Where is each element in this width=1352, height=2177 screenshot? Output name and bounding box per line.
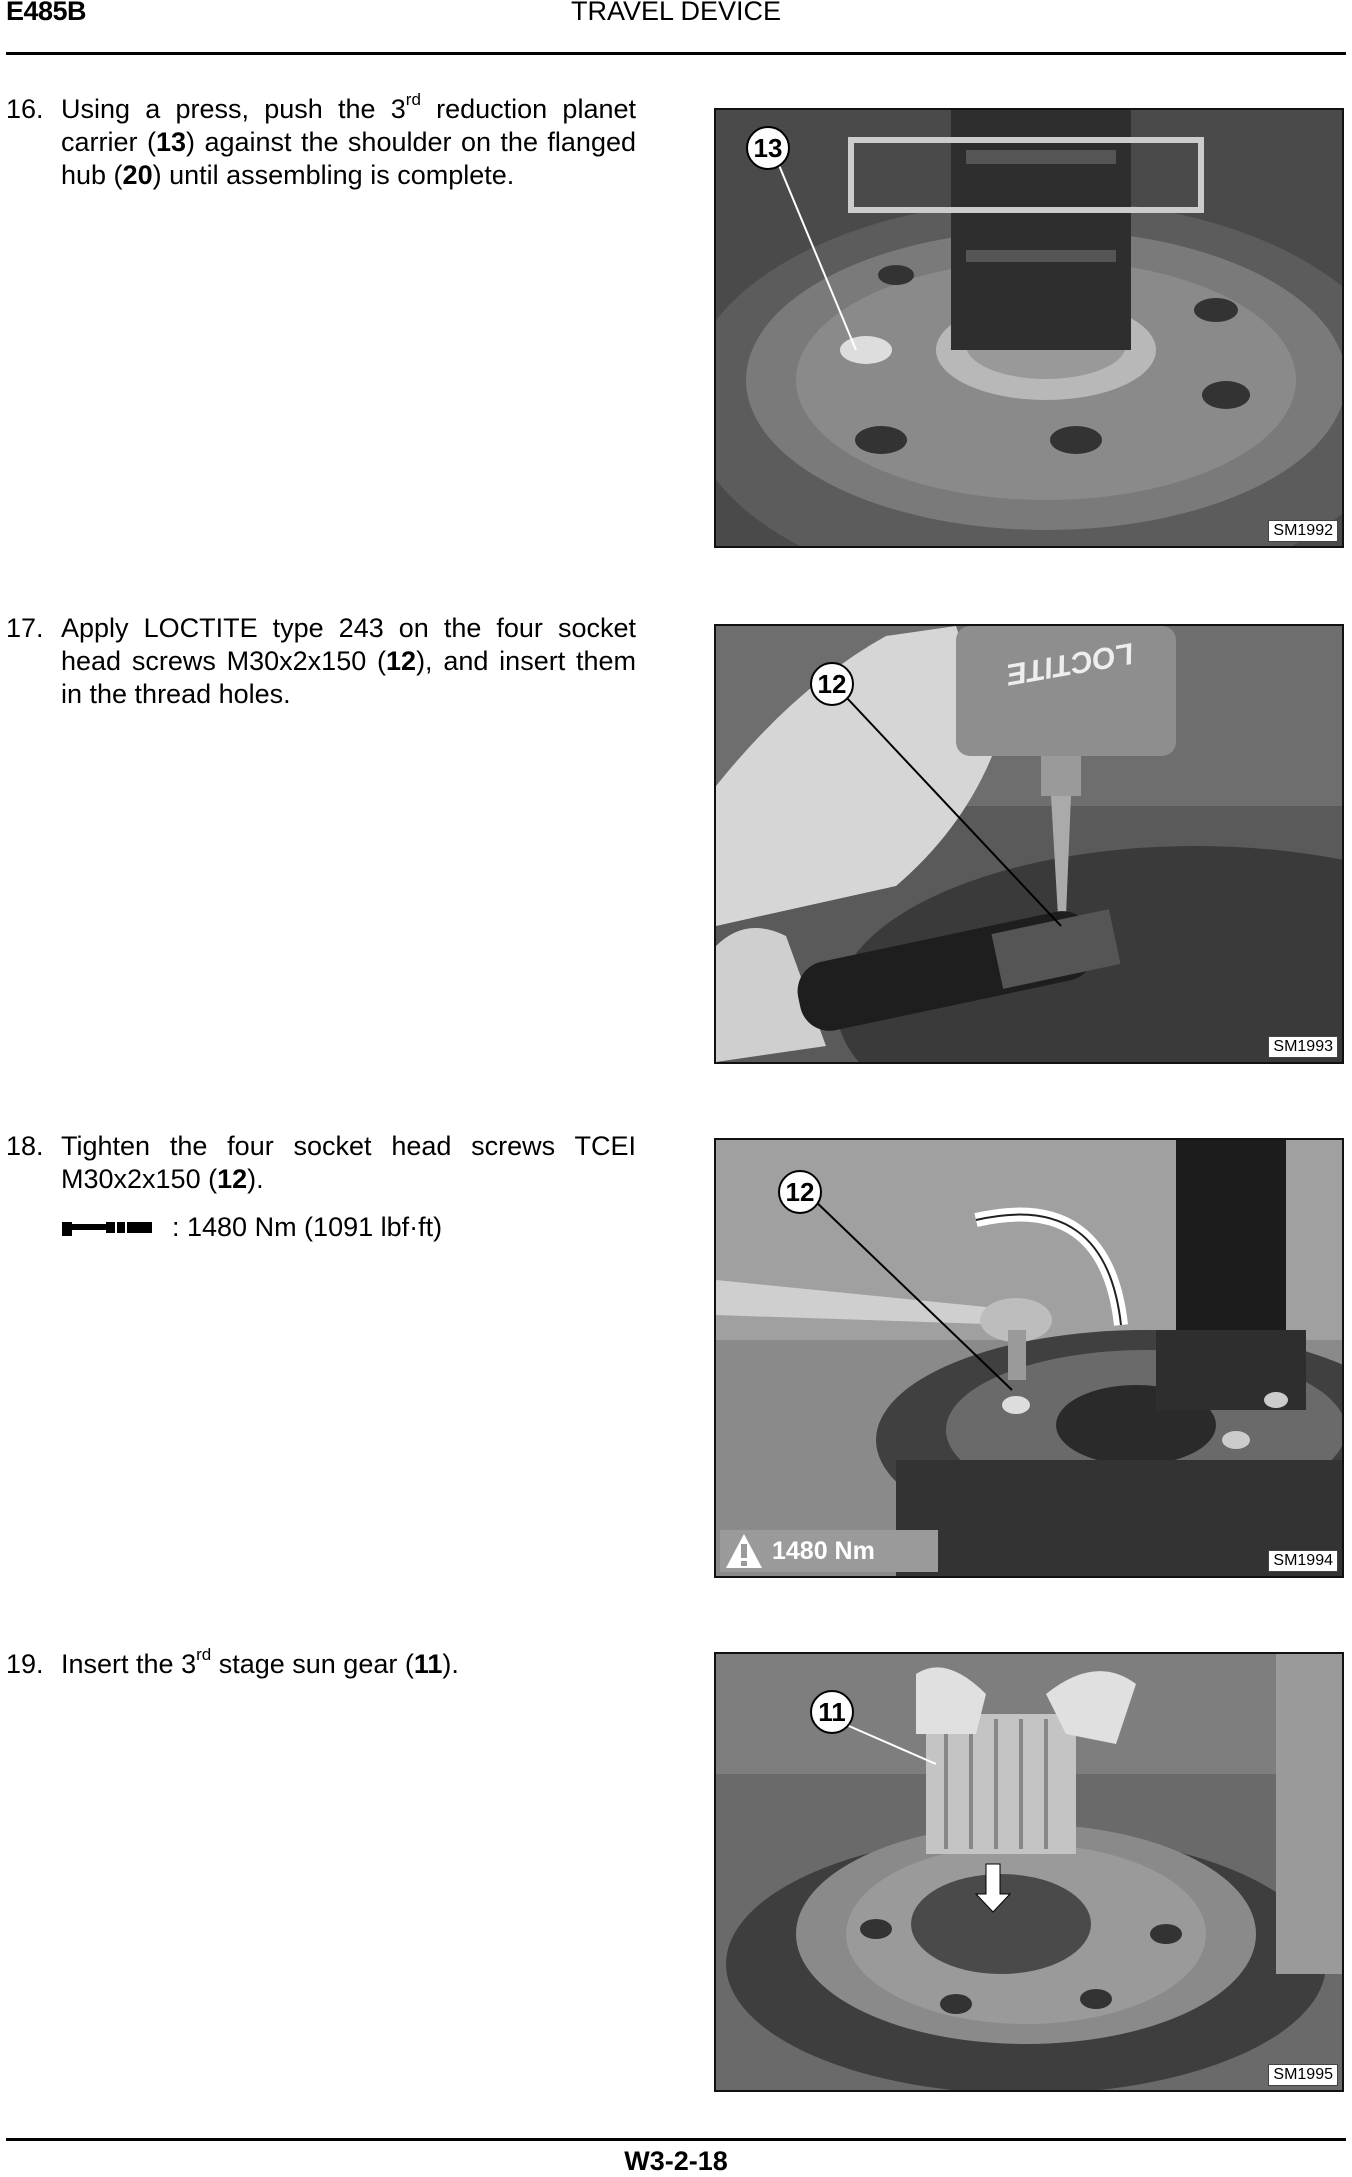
step-text: Insert the 3rd stage sun gear (11). [61, 1645, 459, 1679]
document-model: E485B [6, 0, 87, 26]
step-number: 17. [6, 613, 44, 643]
warning-triangle-icon [724, 1532, 764, 1570]
page-number: W3-2-18 [624, 2146, 728, 2176]
footer-rule [6, 2138, 1346, 2141]
step-text: Apply LOCTITE type 243 on the four socket head screws M30x2x150 (12), and insert them in the thread holes. [61, 613, 637, 709]
step-text: Tighten the four socket head screws TCEI M30x2x150 (12). [61, 1131, 636, 1194]
step-number: 18. [6, 1131, 44, 1161]
figure-reference: SM1992 [1268, 520, 1338, 542]
callout-13: 13 [746, 126, 790, 170]
callout-12: 12 [810, 662, 854, 706]
step-17-photo [714, 624, 1344, 1064]
step-18 [6, 1130, 636, 1196]
warning-torque-value: 1480 Nm [772, 1536, 875, 1565]
step-19-photo [714, 1652, 1344, 2092]
step-number: 19. [6, 1649, 44, 1679]
step-16-photo [714, 108, 1344, 548]
torque-spec [62, 1211, 442, 1244]
step-16 [6, 90, 636, 192]
document-section-title: TRAVEL DEVICE [570, 0, 782, 26]
step-19 [6, 1645, 636, 1681]
step-18-photo [714, 1138, 1344, 1578]
torque-value: : 1480 Nm (1091 lbf·ft) [172, 1212, 443, 1242]
callout-11: 11 [810, 1690, 854, 1734]
torque-wrench-icon [62, 1217, 154, 1239]
figure-reference: SM1994 [1268, 1550, 1338, 1572]
step-number: 16. [6, 94, 44, 124]
callout-12: 12 [778, 1170, 822, 1214]
figure-reference: SM1993 [1268, 1036, 1338, 1058]
loctite-bottle-label: LOCTITE [1004, 636, 1137, 691]
header-rule [6, 52, 1346, 55]
step-17 [6, 612, 636, 711]
step-text: Using a press, push the 3rd reduction planet carrier (13) against the shoulder on the flanged hub (20) until assembling is complete. [61, 90, 636, 190]
figure-reference: SM1995 [1268, 2064, 1338, 2086]
torque-warning-label [720, 1530, 938, 1572]
